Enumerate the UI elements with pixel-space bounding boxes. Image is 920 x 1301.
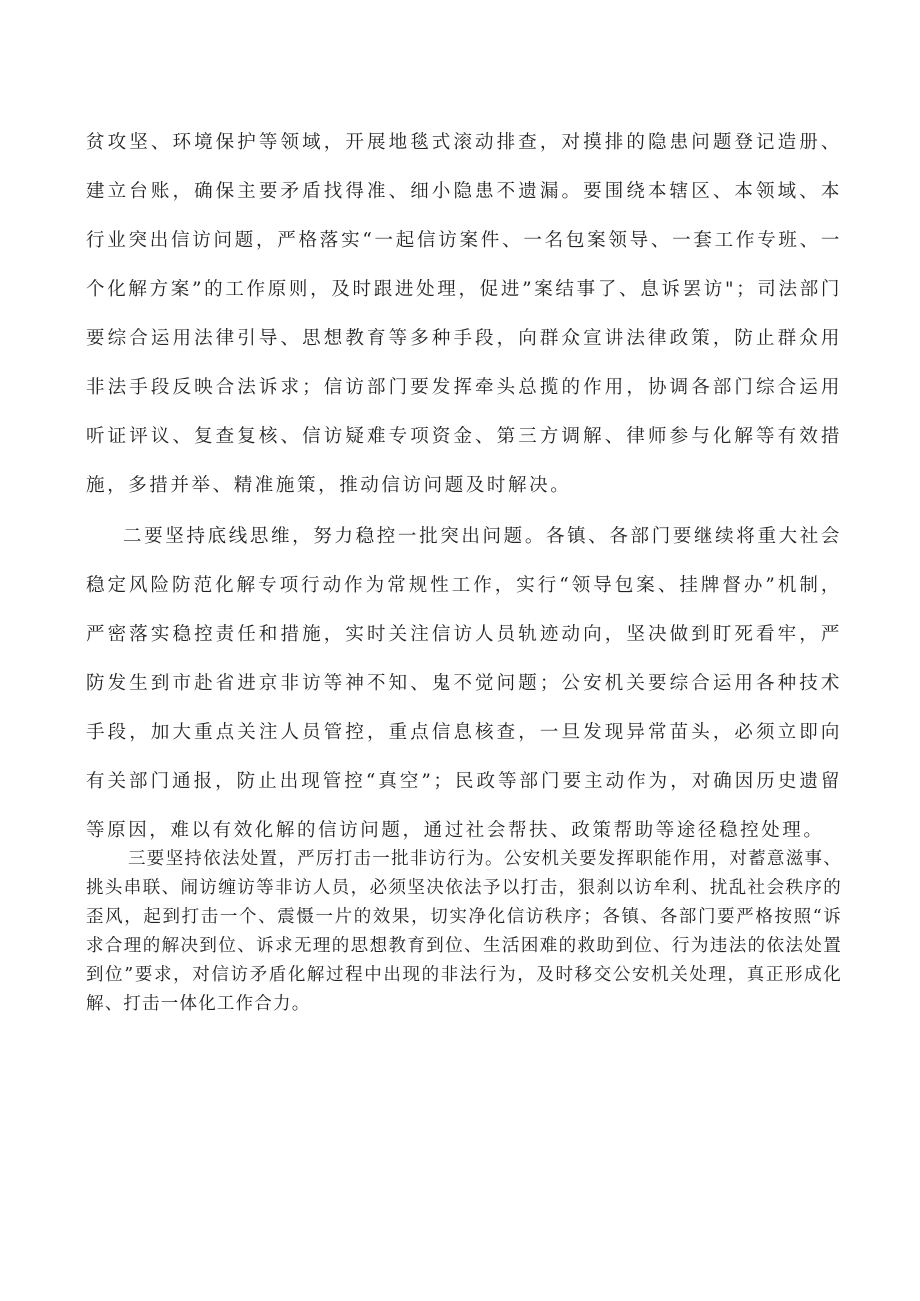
paragraph-lawful-handling <box>86 845 842 1019</box>
paragraph-continued <box>86 118 842 510</box>
paragraph-text: 三要坚持依法处置，严厉打击一批非访行为。公安机关要发挥职能作用，对蓄意滋事、挑头串联、闹访缠访等非访人员，必须坚决依法予以打击，狠刹以访牟利、扰乱社会秩序的歪风，起到打击一个、震慑一片的效果，切实净化信访秩序；各镇、各部门要严格按照“诉求合理的解决到位、诉求无理的思想教育到位、生活困难的救助到位、行为违法的依法处置到位”要求，对信访矛盾化解过程中出现的非法行为，及时移交公安机关处理，真正形成化解、打击一体化工作合力。 <box>86 849 842 1014</box>
paragraph-text: 二要坚持底线思维，努力稳控一批突出问题。各镇、各部门要继续将重大社会稳定风险防范化解专项行动作为常规性工作，实行“领导包案、挂牌督办”机制，严密落实稳控责任和措施，实时关注信访人员轨迹动向，坚决做到盯死看牢，严防发生到市赴省进京非访等神不知、鬼不觉问题；公安机关要综合运用各种技术手段，加大重点关注人员管控，重点信息核查，一旦发现异常苗头，必须立即向有关部门通报，防止出现管控“真空”；民政等部门要主动作为，对确因历史遗留等原因，难以有效化解的信访问题，通过社会帮扶、政策帮助等途径稳控处理。 <box>86 526 842 841</box>
paragraph-text: 贫攻坚、环境保护等领域，开展地毯式滚动排查，对摸排的隐患问题登记造册、建立台账，确保主要矛盾找得准、细小隐患不遗漏。要围绕本辖区、本领域、本行业突出信访问题，严格落实“一起信访案件、一名包案领导、一套工作专班、一个化解方案”的工作原则，及时跟进处理，促进”案结事了、息诉罢访"；司法部门要综合运用法律引导、思想教育等多种手段，向群众宣讲法律政策，防止群众用非法手段反映合法诉求；信访部门要发挥牵头总揽的作用，协调各部门综合运用听证评议、复查复核、信访疑难专项资金、第三方调解、律师参与化解等有效措施，多措并举、精准施策，推动信访问题及时解决。 <box>86 132 842 496</box>
paragraph-bottom-line-thinking <box>86 512 842 855</box>
